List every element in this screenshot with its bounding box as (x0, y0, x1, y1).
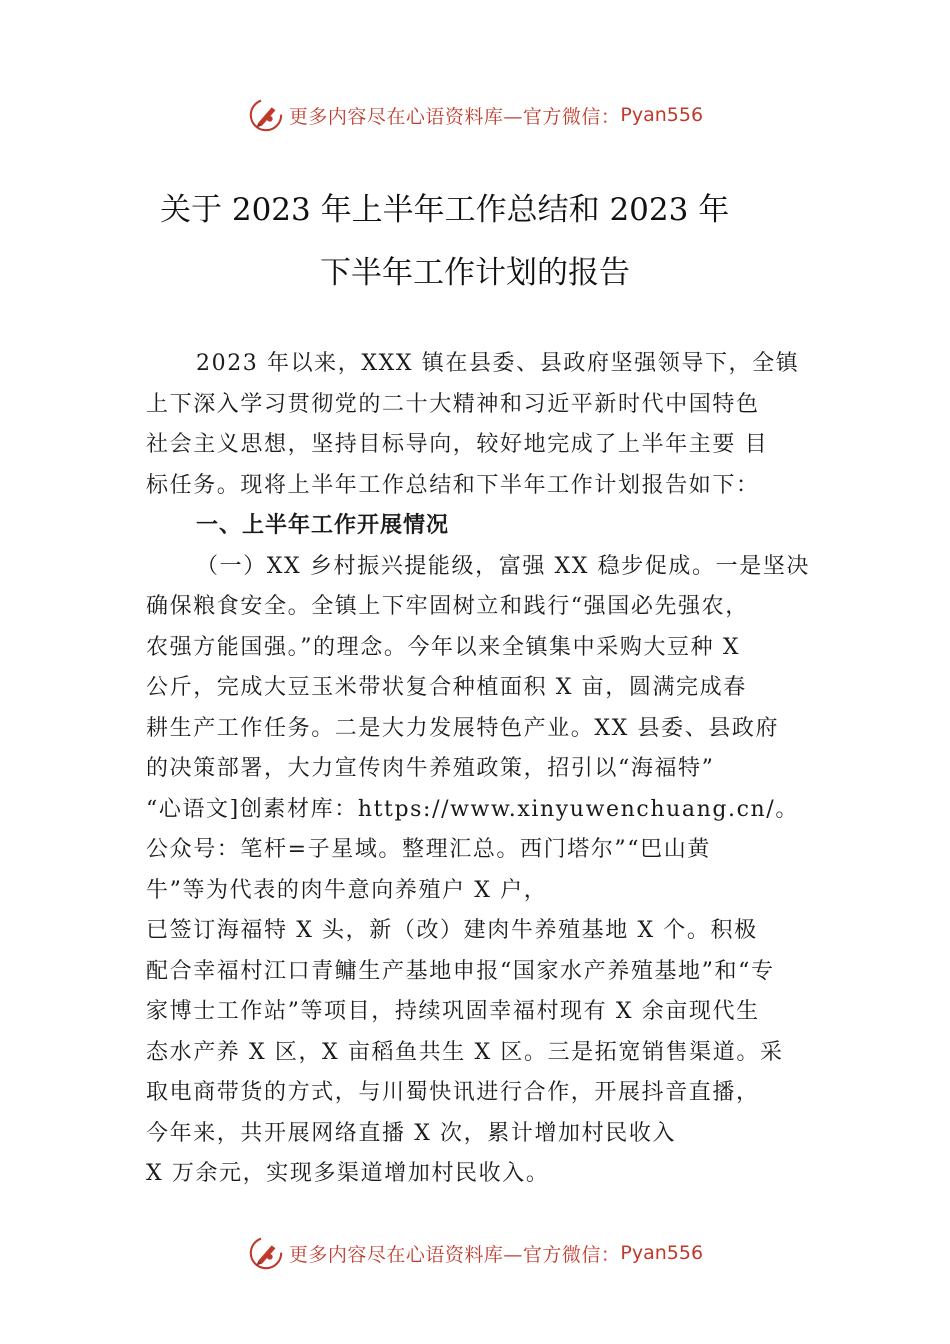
body-line: 2023 年以来，XXX 镇在县委、县政府坚强领导下，全镇 (196, 351, 800, 376)
banner-text: 更多内容尽在心语资料库—官方微信： (288, 105, 621, 128)
body-line: 上下深入学习贯彻党的二十大精神和习近平新时代中国特色 (146, 391, 760, 417)
body-line: 的决策部署，大力宣传肉牛养殖政策，招引以“海福特” (146, 756, 715, 781)
banner-wechat-id: Pyan556 (620, 1242, 704, 1264)
body-line: 牛”等为代表的肉牛意向养殖户 X 户， (146, 877, 548, 903)
body-line: 标任务。现将上半年工作总结和下半年工作计划报告如下： (146, 472, 760, 498)
document-body (146, 344, 826, 1195)
body-line: （一）XX 乡村振兴提能级，富强 XX 稳步促成。一是坚决 (196, 553, 811, 579)
body-line: 耕生产工作任务。二是大力发展特色产业。XX 县委、县政府 (146, 715, 780, 741)
body-line: “心语文]创素材库：https://www.xinyuwenchuang.cn/。 (146, 796, 799, 822)
body-line: 配合幸福村江口青鳙生产基地申报“国家水产养殖基地”和“专 (146, 958, 775, 984)
banner-wechat-id: Pyan556 (620, 104, 704, 126)
pen-logo-icon (247, 96, 285, 134)
body-line: 公斤，完成大豆玉米带状复合种植面积 X 亩，圆满完成春 (146, 675, 747, 700)
body-line: 态水产养 X 区，X 亩稻鱼共生 X 区。三是拓宽销售渠道。采 (146, 1039, 784, 1065)
section-heading: 一、上半年工作开展情况 (196, 513, 450, 538)
body-line: 已签订海福特 X 头，新（改）建肉牛养殖基地 X 个。积极 (146, 918, 758, 943)
body-line: 农强方能国强。”的理念。今年以来全镇集中采购大豆种 X (146, 634, 741, 660)
banner-text: 更多内容尽在心语资料库—官方微信： (288, 1243, 621, 1266)
document-title-line-1: 关于 2023 年上半年工作总结和 2023 年 (160, 192, 730, 228)
pen-logo-icon (247, 1234, 285, 1272)
body-line: 今年来，共开展网络直播 X 次，累计增加村民收入 (146, 1120, 677, 1146)
body-line: 确保粮食安全。全镇上下牢固树立和践行“强国必先强农， (146, 594, 749, 619)
body-line: 公众号：笔杆=子星域。整理汇总。西门塔尔”“巴山黄 (146, 837, 711, 862)
body-line: 社会主义思想，坚持目标导向，较好地完成了上半年主要 目 (146, 432, 769, 457)
header-banner (0, 95, 950, 135)
body-line: 家博士工作站”等项目，持续巩固幸福村现有 X 余亩现代生 (146, 999, 760, 1024)
document-title-line-2: 下半年工作计划的报告 (320, 255, 630, 291)
footer-banner (0, 1233, 950, 1273)
body-line: X 万余元，实现多渠道增加村民收入。 (146, 1161, 550, 1186)
body-line: 取电商带货的方式，与川蜀快讯进行合作，开展抖音直播， (146, 1080, 760, 1105)
